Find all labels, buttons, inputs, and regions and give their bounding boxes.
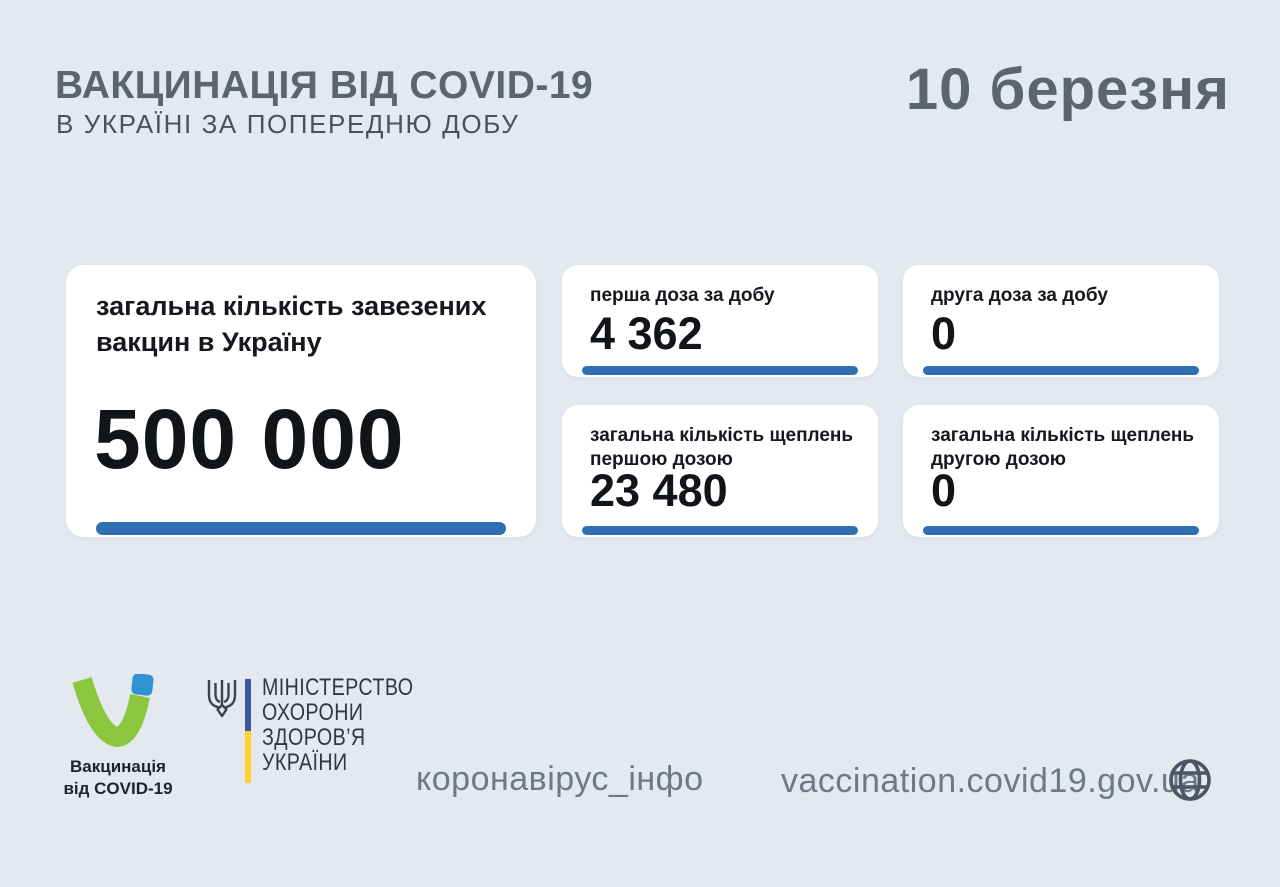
ministry-name-line1: МІНІСТЕРСТВО [262,674,414,701]
vaccination-logo-caption-line1: Вакцинація [70,757,166,776]
stat-card-first-dose-day [562,265,878,377]
report-date: 10 березня [905,57,1230,122]
stat-value: 0 [931,308,957,359]
vaccination-logo-caption-line2: від COVID-19 [63,779,173,799]
flag-bar-yellow [245,731,251,783]
ministry-name [262,675,413,775]
stat-value: 500 000 [94,392,405,486]
stat-card-total-first-dose [562,405,878,537]
accent-bar [582,526,858,535]
page-title: ВАКЦИНАЦІЯ ВІД COVID-19 [55,64,594,107]
stat-label: загальна кількість щеплень другою дозою [931,425,1195,471]
stat-value: 23 480 [590,465,728,516]
accent-bar [923,366,1199,375]
ministry-name-line4: УКРАЇНИ [262,749,348,776]
stat-card-total-delivered [66,265,536,537]
accent-bar [582,366,858,375]
stat-value: 0 [931,465,957,516]
page-subtitle: В УКРАЇНІ ЗА ПОПЕРЕДНЮ ДОБУ [56,109,520,139]
accent-bar [923,526,1199,535]
stat-label: загальна кількість щеплень першою дозою [590,425,854,471]
accent-bar [96,522,506,535]
flag-bar-icon [245,679,251,783]
stat-card-second-dose-day [903,265,1219,377]
ministry-name-line3: ЗДОРОВ’Я [262,724,366,751]
stat-label: перша доза за добу [590,285,775,306]
telegram-channel-handle: коронавірус_інфо [416,760,704,798]
website-url: vaccination.covid19.gov.ua [781,762,1200,800]
flag-bar-blue [245,679,251,731]
ministry-name-line2: ОХОРОНИ [262,699,364,726]
vaccination-logo-caption [48,756,188,800]
stat-label: загальна кількість завезених вакцин в Україну [96,291,487,357]
trident-icon [206,678,238,723]
stat-card-total-second-dose [903,405,1219,537]
vaccination-campaign-logo-icon [70,674,154,759]
stat-value: 4 362 [590,308,703,359]
stat-label: друга доза за добу [931,285,1108,306]
globe-icon [1167,757,1213,808]
